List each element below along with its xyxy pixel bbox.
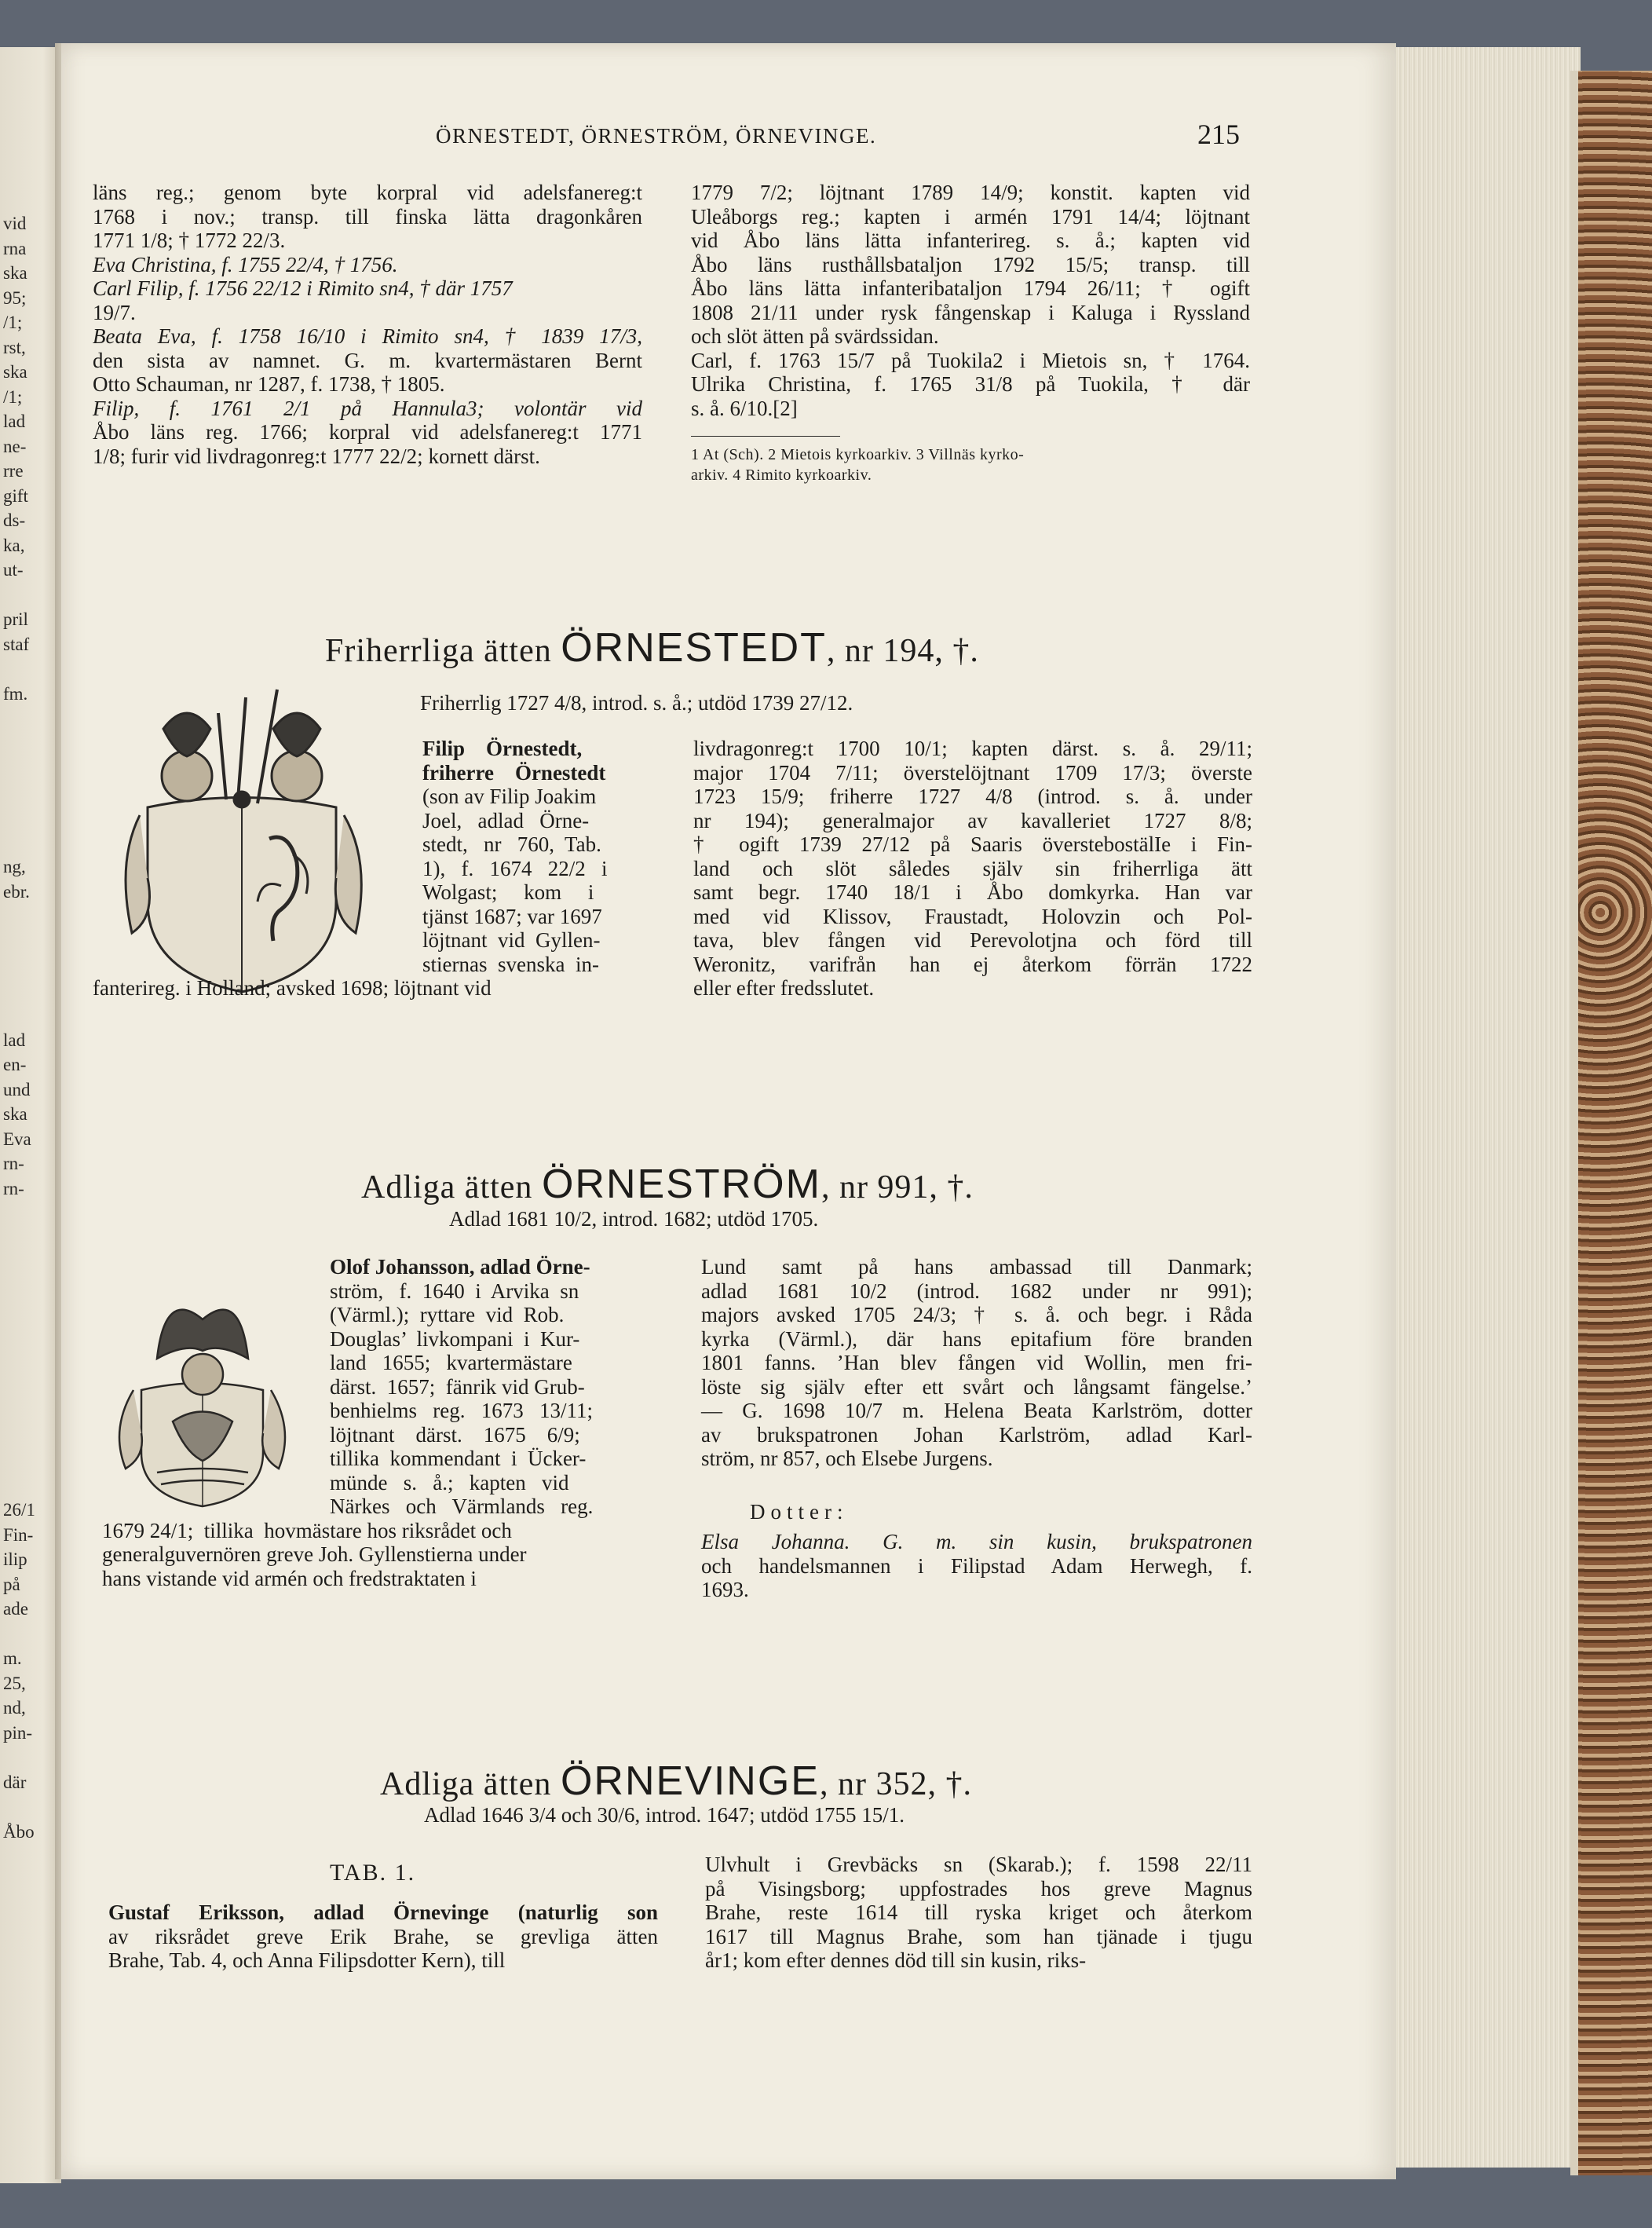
left-margin-fragment: lad [3, 412, 26, 431]
entry-line: land och slöt således själv sin friherrliga ätt [693, 856, 1252, 880]
left-margin-fragment: ebr. [3, 881, 30, 902]
left-margin-fragment: ka, [3, 535, 25, 555]
footnote-rule [691, 436, 840, 437]
left-margin-fragment: Eva [3, 1129, 31, 1149]
left-margin-fragment: rna [3, 238, 27, 258]
entry-line: 1808 21/11 under rysk fångenskap i Kaluga i Ryssland [691, 300, 1250, 324]
left-margin-fragment: rst, [3, 337, 26, 357]
footnotes [691, 445, 1024, 485]
entry-line: Ulrika Christina, f. 1765 31/8 på Tuokila, † där [691, 372, 1250, 396]
entry-line: fanterireg. i Holland; avsked 1698; löjtnant vid [93, 976, 492, 1000]
entry-line: Lund samt på hans ambassad till Danmark; [701, 1255, 1252, 1279]
entry-line: Gustaf Eriksson, adlad Örnevinge (naturlig son [108, 1901, 658, 1924]
entry-line: benhielms reg. 1673 13/11; [330, 1399, 593, 1422]
entry-line: tillika kommendant i Ücker- [330, 1447, 587, 1470]
entry-line: Åbo läns rusthållsbataljon 1792 15/5; transp. till [691, 252, 1250, 276]
entry-line: friherre Örnestedt [422, 760, 606, 785]
title-prefix: Friherrliga ätten [325, 633, 552, 669]
page-number: 215 [1197, 119, 1240, 150]
title-prefix: Adliga ätten [380, 1766, 552, 1802]
entry-line: (son av Filip Joakim [422, 785, 597, 808]
entry-line: på Visingsborg; uppfostrades hos greve Magnus [705, 1876, 1252, 1901]
entry-line: 1693. [701, 1578, 749, 1601]
footnote-line: 1 At (Sch). 2 Mietois kyrkoarkiv. 3 Villnäs kyrko- [691, 446, 1025, 463]
entry-line: livdragonreg:t 1700 10/1; kapten därst. s. å. 29/11; [693, 737, 1252, 760]
page-stack [1390, 47, 1581, 2168]
entry-line: Wolgast; kom i [422, 880, 594, 904]
entry-line: 1779 7/2; löjtnant 1789 14/9; konstit. kapten vid [691, 181, 1250, 204]
section3-right-column [705, 1853, 1252, 1973]
entry-line: år1; kom efter dennes död till sin kusin, riks- [705, 1948, 1087, 1972]
entry-line: löjtnant därst. 1675 6/9; [330, 1422, 580, 1447]
entry-line: kyrka (Värml.), där hans epitafium före branden [701, 1326, 1252, 1351]
entry-line: generalguvernören greve Joh. Gyllenstierna under [102, 1542, 527, 1566]
entry-line: Douglas’ livkompani i Kur- [330, 1326, 580, 1351]
left-margin-fragment: 26/1 [3, 1500, 35, 1520]
entry-line: 1801 fanns. ’Han blev fången vid Wollin, men fri- [701, 1351, 1252, 1374]
left-margin-fragment: nd, [3, 1698, 26, 1718]
entry-line: med vid Klissov, Fraustadt, Holovzin och Pol- [693, 904, 1252, 928]
entry-line: den sista av namnet. G. m. kvartermästaren Bernt [93, 348, 642, 372]
entry-line: Åbo läns reg. 1766; korpral vid adelsfanereg:t 1771 [93, 420, 642, 444]
entry-line: 1), f. 1674 22/2 i [422, 856, 608, 880]
section-subtitle-ornestrom: Adlad 1681 10/2, introd. 1682; utdöd 1705. [449, 1207, 819, 1231]
family-name: ÖRNEVINGE [560, 1758, 820, 1804]
top-right-column [691, 181, 1250, 420]
entry-line: ström, f. 1640 i Arvika sn [330, 1279, 579, 1303]
entry-line: nr 194); generalmajor av kavalleriet 1727 8/8; [693, 808, 1252, 832]
section1-left-column [93, 737, 647, 1001]
entry-line: Filip, f. 1761 2/1 på Hannula3; volontär vid [93, 396, 642, 420]
entry-line: därst. 1657; fänrik vid Grub- [330, 1374, 585, 1399]
left-margin-fragment: Fin- [3, 1524, 34, 1545]
left-page-edge [0, 47, 61, 2183]
section1-right-column [693, 737, 1252, 1001]
entry-line: ström, nr 857, och Elsebe Jurgens. [701, 1447, 993, 1470]
left-margin-fragment: ade [3, 1599, 28, 1619]
entry-line: Eva Christina, f. 1755 22/4, † 1756. [93, 252, 398, 276]
entry-line: 1679 24/1; tillika hovmästare hos riksrådet och [102, 1518, 512, 1542]
section-title-ornestrom [361, 1161, 974, 1208]
entry-line: Olof Johansson, adlad Örne- [330, 1255, 590, 1279]
entry-line: och slöt ätten på svärdssidan. [691, 324, 939, 348]
left-margin-fragment: /1; [3, 386, 23, 407]
left-margin-fragment: ska [3, 1104, 27, 1124]
family-name: ÖRNESTRÖM [541, 1162, 821, 1207]
entry-line: Åbo läns lätta infanteribataljon 1794 26/11; † ogift [691, 276, 1250, 300]
dotter-entry [701, 1530, 1252, 1602]
entry-line: Carl, f. 1763 15/7 på Tuokila2 i Mietois sn, † 1764. [691, 348, 1250, 372]
entry-line: 19/7. [93, 300, 136, 324]
entry-line: samt begr. 1740 18/1 i Åbo domkyrka. Han var [693, 880, 1252, 904]
left-margin-fragment: en- [3, 1055, 27, 1074]
left-margin-fragment: 25, [3, 1673, 26, 1693]
left-margin-fragment: där [3, 1772, 27, 1792]
left-margin-fragment: rn- [3, 1154, 24, 1173]
family-name: ÖRNESTEDT [561, 625, 827, 671]
entry-line: major 1704 7/11; överstelöjtnant 1709 17/3; överste [693, 760, 1252, 785]
left-margin-fragment: staf [3, 634, 30, 654]
entry-line: 1/8; furir vid livdragonreg:t 1777 22/2; kornett därst. [93, 444, 540, 468]
entry-line: — G. 1698 10/7 m. Helena Beata Karlström, dotter [701, 1399, 1252, 1422]
left-margin-fragment: rre [3, 461, 24, 481]
left-margin-fragment: und [3, 1079, 31, 1099]
entry-line: av brukspatronen Johan Karlström, adlad Karl- [701, 1422, 1252, 1447]
entry-line: stiernas svenska in- [422, 952, 599, 976]
left-margin-fragment: ska [3, 362, 27, 382]
left-margin-fragment: på [3, 1574, 20, 1594]
section-subtitle-ornevinge: Adlad 1646 3/4 och 30/6, introd. 1647; utdöd 1755 15/1. [424, 1803, 905, 1827]
left-margin-fragment: rn- [3, 1178, 24, 1198]
entry-line: vid Åbo läns lätta infanterireg. s. å.; kapten vid [691, 229, 1250, 252]
dotter-label: Dotter: [750, 1500, 849, 1524]
entry-line: Otto Schauman, nr 1287, f. 1738, † 1805. [93, 372, 445, 396]
entry-line: 1771 1/8; † 1772 22/3. [93, 229, 286, 252]
left-margin-fragment: Åbo [3, 1821, 35, 1842]
entry-line: löjtnant vid Gyllen- [422, 928, 601, 952]
entry-line: adlad 1681 10/2 (introd. 1682 under nr 991); [701, 1279, 1252, 1303]
entry-line: land 1655; kvartermästare [330, 1351, 572, 1374]
top-left-column [93, 181, 642, 468]
left-margin-fragment: ng, [3, 857, 26, 876]
left-margin-fragment: /1; [3, 313, 23, 332]
entry-line: Uleåborgs reg.; kapten i armén 1791 14/4; löjtnant [691, 204, 1250, 229]
left-margin-fragment: vid [3, 214, 27, 233]
left-margin-fragment: lad [3, 1030, 26, 1050]
entry-line: Weronitz, varifrån han ej återkom förrän 1722 [693, 952, 1252, 976]
entry-line: Filip Örnestedt, [422, 737, 583, 760]
section-title-ornevinge [380, 1758, 972, 1805]
left-margin-fragment: ne- [3, 436, 27, 456]
entry-line: (Värml.); ryttare vid Rob. [330, 1303, 565, 1326]
entry-line: 1617 till Magnus Brahe, som han tjänade i tjugu [705, 1924, 1252, 1948]
entry-line: stedt, nr 760, Tab. [422, 832, 601, 856]
left-margin-fragment: m. [3, 1648, 22, 1668]
entry-line: Beata Eva, f. 1758 16/10 i Rimito sn4, † 1839 17/3, [93, 324, 642, 348]
left-margin-fragment: pin- [3, 1722, 33, 1743]
entry-line: 1723 15/9; friherre 1727 4/8 (introd. s. å. under [693, 785, 1252, 808]
entry-line: 1768 i nov.; transp. till finska lätta dragonkåren [93, 204, 642, 229]
entry-line: Elsa Johanna. G. m. sin kusin, brukspatronen [701, 1530, 1252, 1553]
entry-line: hans vistande vid armén och fredstraktaten i [102, 1566, 477, 1590]
entry-line: s. å. 6/10.[2] [691, 396, 798, 420]
entry-line: Carl Filip, f. 1756 22/12 i Rimito sn4, † där 1757 [93, 276, 513, 300]
left-margin-fragment: gift [3, 485, 28, 506]
entry-line: eller efter fredsslutet. [693, 976, 875, 1000]
entry-line: av riksrådet greve Erik Brahe, se grevliga ätten [108, 1924, 658, 1948]
entry-line: Joel, adlad Örne- [422, 808, 590, 832]
title-suffix: , nr 991, †. [821, 1169, 974, 1205]
section3-left-column [108, 1901, 658, 1973]
title-suffix: , nr 194, †. [826, 633, 979, 669]
entry-line: Brahe, reste 1614 till ryska kriget och återkom [705, 1901, 1252, 1924]
entry-line: majors avsked 1705 24/3; † s. å. och begr. i Råda [701, 1303, 1252, 1326]
entry-line: tjänst 1687; var 1697 [422, 904, 602, 928]
tab-label: TAB. 1. [330, 1860, 416, 1886]
entry-line: tava, blev fången vid Perevolotjna och förd till [693, 928, 1252, 952]
left-margin-fragment: pril [3, 609, 28, 629]
entry-line: och handelsmannen i Filipstad Adam Herwegh, f. [701, 1553, 1252, 1578]
left-margin-fragment: 95; [3, 287, 27, 308]
left-margin-fragment: ska [3, 263, 27, 283]
entry-line: † ogift 1739 27/12 på Saaris överstebostälIe i Fin- [693, 832, 1252, 856]
entry-line: Närkes och Värmlands reg. [330, 1494, 594, 1518]
entry-line: münde s. å.; kapten vid [330, 1470, 569, 1494]
entry-line: Brahe, Tab. 4, och Anna Filipsdotter Kern), till [108, 1948, 506, 1972]
section-title-ornestedt [325, 624, 979, 671]
entry-line: löste sig själv efter ett svårt och långsamt fängelse.’ [701, 1374, 1252, 1399]
left-margin-fragment: fm. [3, 683, 28, 704]
running-head: ÖRNESTEDT, ÖRNESTRÖM, ÖRNEVINGE. [436, 124, 877, 148]
section2-right-column [701, 1255, 1252, 1471]
left-margin-fragment: ut- [3, 560, 24, 580]
title-suffix: , nr 352, †. [820, 1766, 972, 1802]
section-subtitle-ornestedt: Friherrlig 1727 4/8, introd. s. å.; utdöd 1739 27/12. [420, 691, 853, 715]
section2-left-column [102, 1255, 652, 1590]
marbled-cover [1578, 71, 1652, 2175]
entry-line: läns reg.; genom byte korpral vid adelsfanereg:t [93, 181, 642, 204]
left-margin-fragment: ds- [3, 510, 26, 530]
left-margin-fragment: ilip [3, 1549, 27, 1569]
entry-line: Ulvhult i Grevbäcks sn (Skarab.); f. 1598 22/11 [705, 1853, 1252, 1876]
title-prefix: Adliga ätten [361, 1169, 533, 1205]
footnote-line: arkiv. 4 Rimito kyrkoarkiv. [691, 466, 872, 484]
